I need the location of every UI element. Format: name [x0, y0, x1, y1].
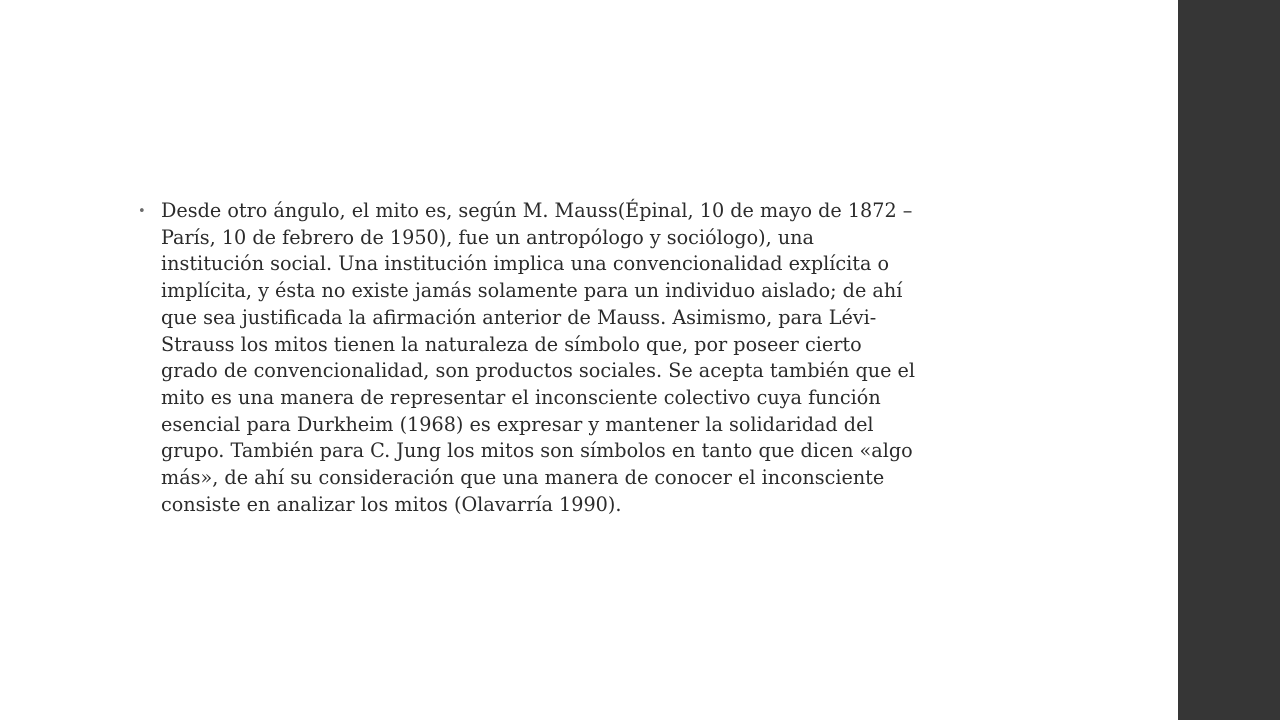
decorative-side-bar: [1178, 0, 1280, 720]
bullet-marker: •: [138, 204, 146, 219]
slide-content: [138, 198, 1038, 518]
bullet-text: Desde otro ángulo, el mito es, según M. Mauss(Épinal, 10 de mayo de 1872 – París, 10 de febrero de 1950), fue un antropólogo y sociólogo), una institución social. Una institución implica una convencionalidad explícita o implícita, y ésta no existe jamás solamente para un individuo aislado; de ahí que sea justificada la afirmación anterior de Mauss. Asimismo, para Lévi- Strauss los mitos tienen la naturaleza de símbolo que, por poseer cierto grado de convencionalidad, son productos sociales. Se acepta también que el mito es una manera de representar el inconsciente colectivo cuya función esencial para Durkheim (1968) es expresar y mantener la solidaridad del grupo. También para C. Jung los mitos son símbolos en tanto que dicen «algo más», de ahí su consideración que una manera de conocer el inconsciente consiste en analizar los mitos (Olavarría 1990).: [161, 199, 916, 516]
bullet-item: [138, 198, 1038, 518]
